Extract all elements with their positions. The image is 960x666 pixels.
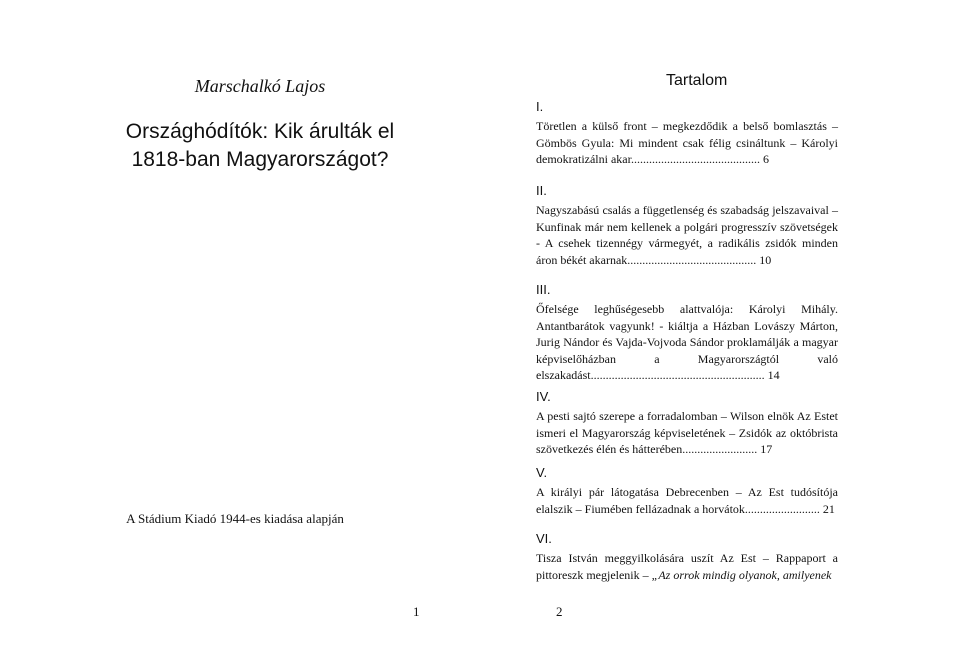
- toc-title: Nagyszabású csalás a függetlenség és szabadság jelszavaival – Kunfinak már nem kellenek a polgári progresszív szövetségek - A csehek tizennégy vármegyét, a radikális zsidók minden áron békét akarnak: [536, 203, 838, 267]
- book-title-line-2: 1818-ban Magyarországot?: [131, 148, 389, 171]
- toc-page-number[interactable]: 21: [822, 501, 835, 516]
- toc-text: [536, 301, 838, 384]
- toc-text: [536, 484, 838, 517]
- toc-entry-5[interactable]: [536, 464, 838, 517]
- toc-entry-4[interactable]: [536, 388, 838, 458]
- toc-entry-2[interactable]: [536, 182, 838, 268]
- toc-page-number[interactable]: 6: [762, 152, 769, 166]
- toc-page-number[interactable]: 10: [759, 252, 772, 267]
- toc-numeral: VI.: [536, 531, 552, 546]
- toc-title: A pesti sajtó szerepe a forradalomban – Wilson elnök Az Estet ismeri el Magyarország képviseletének – Zsidók az októbrista szövetkezés élén és hátterében: [536, 409, 838, 456]
- toc-numeral: III.: [536, 282, 551, 297]
- toc-entry-1[interactable]: [536, 98, 838, 168]
- toc-text: [536, 550, 838, 583]
- toc-heading: Tartalom: [666, 72, 728, 89]
- toc-leader-dots: ...........................................: [630, 152, 760, 166]
- right-page: [480, 0, 960, 666]
- toc-page-number[interactable]: 14: [767, 368, 780, 382]
- book-title: [90, 118, 430, 174]
- toc-title: Tisza István meggyilkolására uszít Az Est – Rappaport a pittoreszk megjelenik –: [536, 551, 838, 582]
- toc-title-italic: „Az orrok mindig olyanok, amilyenek: [651, 567, 832, 582]
- author-name: Marschalkó Lajos: [194, 76, 326, 96]
- toc-title: A királyi pár látogatása Debrecenben – Az Est tudósítója elalszik – Fiumében fellázadnak a horvátok: [536, 485, 838, 516]
- toc-numeral: II.: [536, 183, 547, 198]
- book-title-line-1: Országhódítók: Kik árulták el: [125, 120, 395, 143]
- toc-text: [536, 408, 838, 458]
- page-number-right: 2: [556, 604, 563, 619]
- edition-note: A Stádium Kiadó 1944-es kiadása alapján: [126, 511, 344, 526]
- toc-numeral: IV.: [536, 389, 551, 404]
- toc-leader-dots: .........................: [682, 442, 758, 456]
- toc-entry-3[interactable]: [536, 281, 838, 384]
- toc-numeral: V.: [536, 465, 548, 480]
- toc-title: Töretlen a külső front – megkezdődik a belső bomlasztás – Gömbös Gyula: Mi mindent csak félig csináltunk – Károlyi demokratizálni akar: [536, 119, 838, 166]
- toc-text: [536, 202, 838, 268]
- toc-leader-dots: ..........................................................: [590, 368, 765, 382]
- toc-text: [536, 118, 838, 168]
- toc-entry-6[interactable]: [536, 530, 838, 583]
- toc-numeral: I.: [536, 99, 544, 114]
- page-number-left: 1: [413, 604, 420, 619]
- toc-page-number[interactable]: 17: [760, 442, 773, 456]
- toc-leader-dots: .........................: [744, 501, 820, 516]
- toc-title: Őfelsége leghűségesebb alattvalója: Károlyi Mihály. Antantbarátok vagyunk! - kiáltja a Házban Lovászy Márton, Jurig Nándor és Vajda-Vojvoda Sándor proklamálják a magyar képviselőházban a Magyarországtól való elszakadást: [536, 302, 838, 382]
- toc-leader-dots: ...........................................: [627, 252, 757, 267]
